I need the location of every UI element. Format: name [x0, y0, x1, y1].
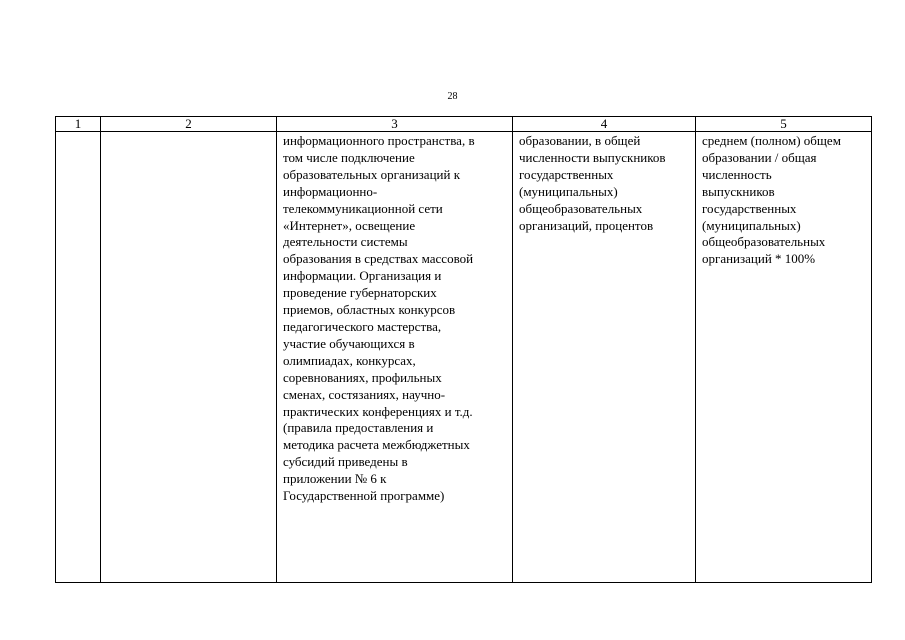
text-line: государственных: [519, 166, 614, 182]
column-header-3: 3: [277, 117, 513, 132]
cell-text-col3: [277, 132, 512, 505]
text-line: проведение губернаторских: [283, 285, 437, 301]
text-line: численность: [702, 166, 772, 182]
text-line: педагогического мастерства,: [283, 318, 442, 334]
text-line: организаций, процентов: [519, 217, 654, 233]
table-header-row: [56, 117, 872, 132]
text-line: деятельности системы: [283, 234, 408, 250]
text-line: образовании, в общей: [519, 133, 641, 148]
text-line: соревнованиях, профильных: [283, 369, 442, 385]
column-header-1: 1: [56, 117, 101, 132]
text-line: выпускников: [702, 183, 775, 199]
text-line: участие обучающихся в: [283, 335, 415, 351]
text-line: олимпиадах, конкурсах,: [283, 352, 416, 368]
text-line: организаций * 100%: [702, 251, 816, 267]
text-line: среднем (полном) общем: [702, 133, 841, 148]
column-header-4: 4: [513, 117, 696, 132]
text-line: информационного пространства, в: [283, 133, 475, 148]
cell-text-col4: [513, 132, 695, 234]
page-number: 28: [447, 91, 458, 102]
column-header-5: 5: [696, 117, 872, 132]
cell-text-col5: [696, 132, 871, 268]
text-line: (муниципальных): [519, 183, 618, 199]
table-cell-col1: [56, 132, 101, 583]
text-line: образовательных организаций к: [283, 166, 461, 182]
text-line: приложении № 6 к: [283, 471, 387, 487]
table-cell-col4: [513, 132, 696, 583]
text-line: общеобразовательных: [702, 234, 826, 250]
text-line: приемов, областных конкурсов: [283, 302, 456, 318]
table-cell-col3: [277, 132, 513, 583]
table-row: [56, 132, 872, 583]
text-line: (правила предоставления и: [283, 420, 434, 436]
text-line: практических конференциях и т.д.: [283, 403, 473, 419]
document-table: [55, 116, 872, 583]
text-line: Государственной программе): [283, 488, 445, 504]
cell-text: [56, 132, 100, 133]
text-line: субсидий приведены в: [283, 454, 408, 470]
table-cell-col2: [101, 132, 277, 583]
text-line: телекоммуникационной сети: [283, 200, 443, 216]
text-line: информационно-: [283, 183, 378, 199]
text-line: численности выпускников: [519, 149, 666, 165]
text-line: государственных: [702, 200, 797, 216]
table-cell-col5: [696, 132, 872, 583]
text-line: сменах, состязаниях, научно-: [283, 386, 446, 402]
text-line: информации. Организация и: [283, 268, 442, 284]
text-line: образования в средствах массовой: [283, 251, 474, 267]
text-line: образовании / общая: [702, 149, 817, 165]
text-line: (муниципальных): [702, 217, 801, 233]
cell-text: [101, 132, 276, 133]
text-line: том числе подключение: [283, 149, 415, 165]
text-line: «Интернет», освещение: [283, 217, 416, 233]
text-line: методика расчета межбюджетных: [283, 437, 470, 453]
text-line: общеобразовательных: [519, 200, 643, 216]
column-header-2: 2: [101, 117, 277, 132]
